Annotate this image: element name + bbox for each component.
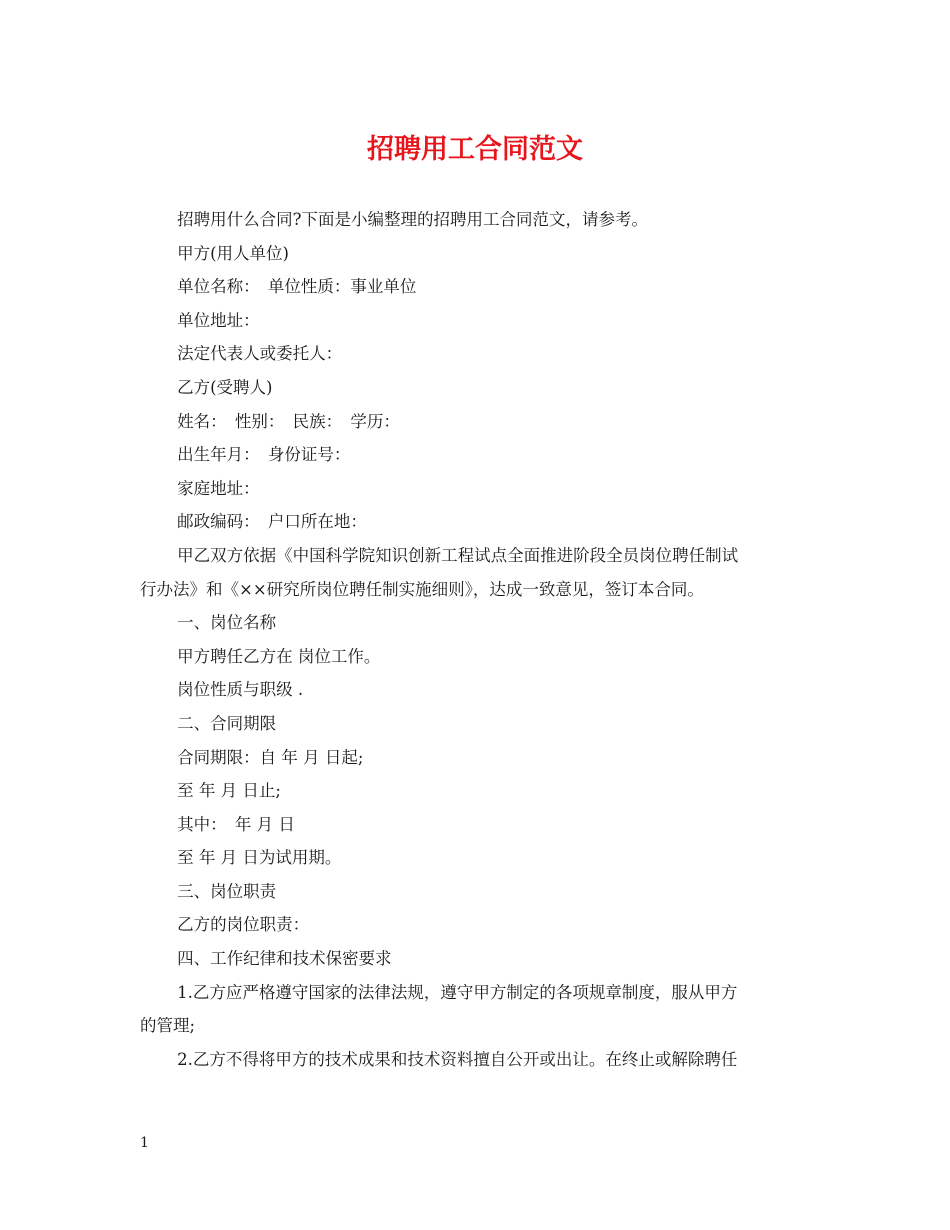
paragraph-probation-end: 至 年 月 日为试用期。	[177, 848, 342, 868]
document-body	[140, 203, 812, 1076]
section-heading-contract-term: 二、合同期限	[177, 713, 277, 733]
section-heading-duties: 三、岗位职责	[177, 881, 277, 901]
paragraph-party-a: 甲方(用人单位)	[177, 243, 289, 263]
paragraph-position-appointment: 甲方聘任乙方在 岗位工作。	[177, 646, 381, 666]
paragraph-party-b: 乙方(受聘人)	[177, 377, 273, 397]
paragraph-probation-start: 其中： 年 月 日	[177, 814, 295, 834]
paragraph-unit-name: 单位名称： 单位性质：事业单位	[177, 277, 417, 297]
paragraph-basis-line-1: 甲乙双方依据《中国科学院知识创新工程试点全面推进阶段全员岗位聘任制试	[177, 545, 739, 565]
paragraph-legal-representative: 法定代表人或委托人：	[177, 344, 343, 364]
paragraph-position-nature: 岗位性质与职级 .	[177, 680, 304, 700]
paragraph-term-start: 合同期限：自 年 月 日起;	[177, 747, 364, 767]
paragraph-rule-1-line-1: 1.乙方应严格遵守国家的法律法规，遵守甲方制定的各项规章制度，服从甲方	[177, 982, 738, 1002]
document-title: 招聘用工合同范文	[367, 134, 583, 165]
paragraph-basis-line-2: 行办法》和《××研究所岗位聘任制实施细则》，达成一致意见，签订本合同。	[140, 579, 704, 599]
paragraph-personal-info: 姓名： 性别： 民族： 学历：	[177, 411, 400, 431]
paragraph-term-end: 至 年 月 日止;	[177, 781, 281, 801]
paragraph-home-address: 家庭地址：	[177, 478, 260, 498]
paragraph-intro: 招聘用什么合同?下面是小编整理的招聘用工合同范文，请参考。	[177, 210, 648, 229]
paragraph-birth-id: 出生年月： 身份证号：	[177, 445, 351, 465]
section-heading-position-name: 一、岗位名称	[177, 613, 277, 633]
page-number: 1	[140, 1135, 149, 1151]
paragraph-postal-code: 邮政编码： 户口所在地：	[177, 512, 367, 532]
paragraph-rule-1-line-2: 的管理;	[140, 1016, 196, 1036]
paragraph-duties: 乙方的岗位职责：	[177, 915, 310, 935]
paragraph-rule-2: 2.乙方不得将甲方的技术成果和技术资料擅自公开或出让。在终止或解除聘任	[177, 1049, 738, 1069]
section-heading-discipline: 四、工作纪律和技术保密要求	[177, 949, 392, 969]
paragraph-unit-address: 单位地址：	[177, 310, 260, 330]
